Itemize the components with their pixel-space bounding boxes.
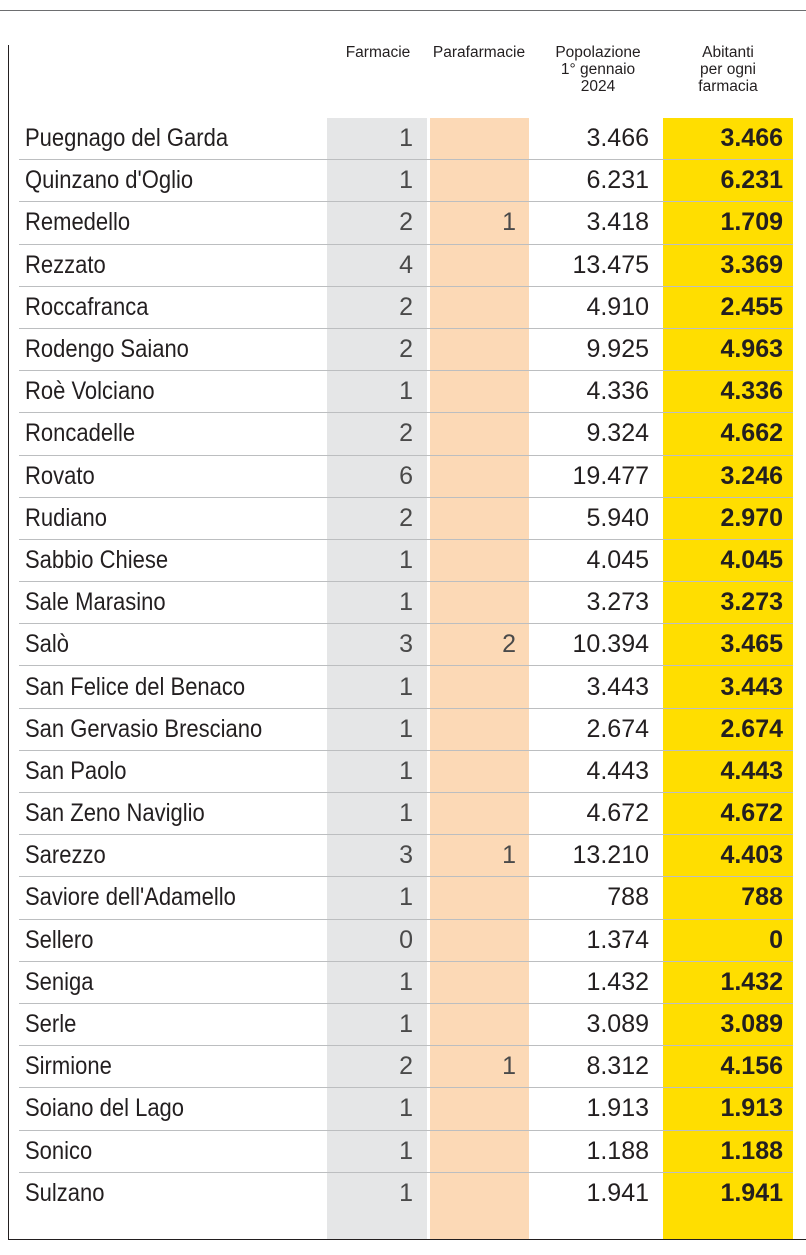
- table-row: [19, 287, 793, 329]
- town-name: Rezzato: [25, 250, 106, 279]
- header-line: Parafarmacie: [432, 44, 526, 61]
- farmacie-value: 4: [399, 250, 413, 279]
- header-farmacie: [338, 44, 418, 61]
- farmacie-value: 6: [399, 461, 413, 490]
- table-row: [19, 624, 793, 666]
- farmacie-value: 3: [399, 630, 413, 659]
- town-name: Sirmione: [25, 1052, 112, 1081]
- abitanti-value: 788: [741, 883, 783, 912]
- parafarmacie-value: [430, 582, 529, 623]
- abitanti-value: 4.336: [720, 377, 783, 406]
- parafarmacie-value: [430, 1004, 529, 1045]
- popolazione-value: 10.394: [572, 630, 649, 659]
- popolazione-value: 4.443: [586, 756, 649, 785]
- parafarmacie-value: [430, 287, 529, 328]
- table-row: [19, 245, 793, 287]
- abitanti-value: 3.246: [720, 461, 783, 490]
- popolazione-value: 2.674: [586, 714, 649, 743]
- table-row: [19, 1046, 793, 1088]
- abitanti-value: 1.709: [720, 208, 783, 237]
- parafarmacie-value: [430, 245, 529, 286]
- farmacie-value: 1: [399, 714, 413, 743]
- table-row: [19, 540, 793, 582]
- abitanti-value: 4.443: [720, 756, 783, 785]
- table-row: [19, 118, 793, 160]
- parafarmacie-value: [430, 413, 529, 454]
- town-name: Sonico: [25, 1136, 93, 1165]
- parafarmacie-value: [430, 1131, 529, 1172]
- farmacie-value: 2: [399, 503, 413, 532]
- popolazione-value: 13.210: [572, 841, 649, 870]
- table-row: [19, 1131, 793, 1173]
- town-name: Rodengo Saiano: [25, 335, 189, 364]
- farmacie-value: 2: [399, 208, 413, 237]
- farmacie-value: 1: [399, 1094, 413, 1123]
- header-parafarmacie: [428, 44, 530, 61]
- town-name: Sabbio Chiese: [25, 545, 169, 574]
- parafarmacie-value: [430, 1173, 529, 1215]
- table-row: [19, 835, 793, 877]
- farmacie-value: 1: [399, 1136, 413, 1165]
- table-row: [19, 456, 793, 498]
- header-line: Farmacie: [345, 44, 411, 61]
- farmacie-value: 1: [399, 545, 413, 574]
- parafarmacie-value: [430, 877, 529, 918]
- table-row: [19, 1004, 793, 1046]
- parafarmacie-value: 1: [502, 1052, 516, 1081]
- abitanti-value: 4.045: [720, 545, 783, 574]
- parafarmacie-value: [430, 751, 529, 792]
- header-line: Popolazione: [555, 44, 641, 61]
- abitanti-value: 1.188: [720, 1136, 783, 1165]
- table-row: [19, 498, 793, 540]
- town-name: Soiano del Lago: [25, 1094, 185, 1123]
- table-row: [19, 202, 793, 244]
- table-row: [19, 582, 793, 624]
- abitanti-value: 2.674: [720, 714, 783, 743]
- popolazione-value: 1.941: [586, 1179, 649, 1208]
- table-row: [19, 920, 793, 962]
- farmacie-value: 1: [399, 166, 413, 195]
- popolazione-value: 3.273: [586, 588, 649, 617]
- popolazione-value: 4.336: [586, 377, 649, 406]
- popolazione-value: 788: [607, 883, 649, 912]
- popolazione-value: 6.231: [586, 166, 649, 195]
- abitanti-value: 1.432: [720, 967, 783, 996]
- abitanti-value: 1.941: [720, 1179, 783, 1208]
- abitanti-value: 4.672: [720, 799, 783, 828]
- parafarmacie-value: 1: [502, 841, 516, 870]
- table-row: [19, 413, 793, 455]
- popolazione-value: 1.432: [586, 967, 649, 996]
- header-popolazione: [540, 44, 656, 95]
- town-name: Sulzano: [25, 1179, 105, 1208]
- parafarmacie-value: [430, 160, 529, 201]
- parafarmacie-value: [430, 540, 529, 581]
- parafarmacie-value: [430, 709, 529, 750]
- town-name: Saviore dell'Adamello: [25, 883, 236, 912]
- parafarmacie-value: [430, 329, 529, 370]
- town-name: San Zeno Naviglio: [25, 799, 205, 828]
- town-name: Puegnago del Garda: [25, 124, 229, 153]
- popolazione-value: 9.925: [586, 335, 649, 364]
- abitanti-value: 3.465: [720, 630, 783, 659]
- town-name: Seniga: [25, 967, 94, 996]
- parafarmacie-value: 2: [502, 630, 516, 659]
- table-row: [19, 1088, 793, 1130]
- town-name: San Felice del Benaco: [25, 672, 246, 701]
- farmacie-value: 2: [399, 292, 413, 321]
- abitanti-value: 3.089: [720, 1010, 783, 1039]
- farmacie-value: 1: [399, 124, 413, 153]
- farmacie-value: 2: [399, 1052, 413, 1081]
- table-row: [19, 709, 793, 751]
- farmacie-value: 1: [399, 377, 413, 406]
- popolazione-value: 3.418: [586, 208, 649, 237]
- popolazione-value: 4.910: [586, 292, 649, 321]
- parafarmacie-value: [430, 371, 529, 412]
- town-name: Roccafranca: [25, 292, 149, 321]
- town-name: Sale Marasino: [25, 588, 166, 617]
- farmacie-value: 1: [399, 883, 413, 912]
- farmacie-value: 1: [399, 1179, 413, 1208]
- header-line: per ogni: [699, 61, 756, 78]
- parafarmacie-value: [430, 498, 529, 539]
- popolazione-value: 9.324: [586, 419, 649, 448]
- farmacie-value: 1: [399, 1010, 413, 1039]
- abitanti-value: 1.913: [720, 1094, 783, 1123]
- parafarmacie-value: [430, 920, 529, 961]
- table-body: [19, 118, 793, 1215]
- abitanti-value: 4.156: [720, 1052, 783, 1081]
- farmacie-value: 1: [399, 756, 413, 785]
- parafarmacie-value: [430, 962, 529, 1003]
- abitanti-value: 0: [769, 925, 783, 954]
- top-rule: [0, 10, 806, 11]
- table-row: [19, 962, 793, 1004]
- popolazione-value: 19.477: [572, 461, 649, 490]
- town-name: Serle: [25, 1010, 77, 1039]
- popolazione-value: 5.940: [586, 503, 649, 532]
- table-row: [19, 160, 793, 202]
- farmacie-value: 1: [399, 967, 413, 996]
- popolazione-value: 3.443: [586, 672, 649, 701]
- abitanti-value: 3.273: [720, 588, 783, 617]
- town-name: Rovato: [25, 461, 95, 490]
- abitanti-value: 3.369: [720, 250, 783, 279]
- popolazione-value: 3.089: [586, 1010, 649, 1039]
- popolazione-value: 1.913: [586, 1094, 649, 1123]
- town-name: Sellero: [25, 925, 94, 954]
- popolazione-value: 3.466: [586, 124, 649, 153]
- header-line: 1° gennaio: [560, 61, 636, 78]
- abitanti-value: 4.662: [720, 419, 783, 448]
- farmacie-value: 0: [399, 925, 413, 954]
- parafarmacie-value: [430, 1088, 529, 1129]
- farmacie-value: 2: [399, 335, 413, 364]
- header-line: farmacia: [698, 78, 758, 95]
- table-row: [19, 371, 793, 413]
- town-name: Salò: [25, 630, 70, 659]
- table-row: [19, 751, 793, 793]
- table-row: [19, 666, 793, 708]
- farmacie-value: 1: [399, 672, 413, 701]
- parafarmacie-value: [430, 793, 529, 834]
- header-line: Abitanti: [702, 44, 754, 61]
- abitanti-value: 4.403: [720, 841, 783, 870]
- table-row: [19, 329, 793, 371]
- parafarmacie-value: 1: [502, 208, 516, 237]
- popolazione-value: 13.475: [572, 250, 649, 279]
- popolazione-value: 4.672: [586, 799, 649, 828]
- popolazione-value: 1.374: [586, 925, 649, 954]
- popolazione-value: 1.188: [586, 1136, 649, 1165]
- popolazione-value: 8.312: [586, 1052, 649, 1081]
- farmacie-value: 2: [399, 419, 413, 448]
- parafarmacie-value: [430, 456, 529, 497]
- table-row: [19, 1173, 793, 1215]
- town-name: Roè Volciano: [25, 377, 155, 406]
- table-row: [19, 877, 793, 919]
- table-row: [19, 793, 793, 835]
- abitanti-value: 4.963: [720, 335, 783, 364]
- farmacie-value: 3: [399, 841, 413, 870]
- town-name: Roncadelle: [25, 419, 136, 448]
- header-line: 2024: [580, 78, 616, 95]
- abitanti-value: 3.466: [720, 124, 783, 153]
- bottom-rule: [8, 1239, 806, 1240]
- parafarmacie-value: [430, 118, 529, 159]
- abitanti-value: 2.970: [720, 503, 783, 532]
- town-name: Quinzano d'Oglio: [25, 166, 194, 195]
- farmacie-value: 1: [399, 588, 413, 617]
- abitanti-value: 3.443: [720, 672, 783, 701]
- town-name: Rudiano: [25, 503, 107, 532]
- popolazione-value: 4.045: [586, 545, 649, 574]
- abitanti-value: 2.455: [720, 292, 783, 321]
- town-name: Remedello: [25, 208, 131, 237]
- farmacie-value: 1: [399, 799, 413, 828]
- parafarmacie-value: [430, 666, 529, 707]
- abitanti-value: 6.231: [720, 166, 783, 195]
- town-name: San Paolo: [25, 756, 127, 785]
- left-rule: [8, 45, 9, 1240]
- town-name: San Gervasio Bresciano: [25, 714, 263, 743]
- header-abitanti: [663, 44, 793, 95]
- town-name: Sarezzo: [25, 841, 106, 870]
